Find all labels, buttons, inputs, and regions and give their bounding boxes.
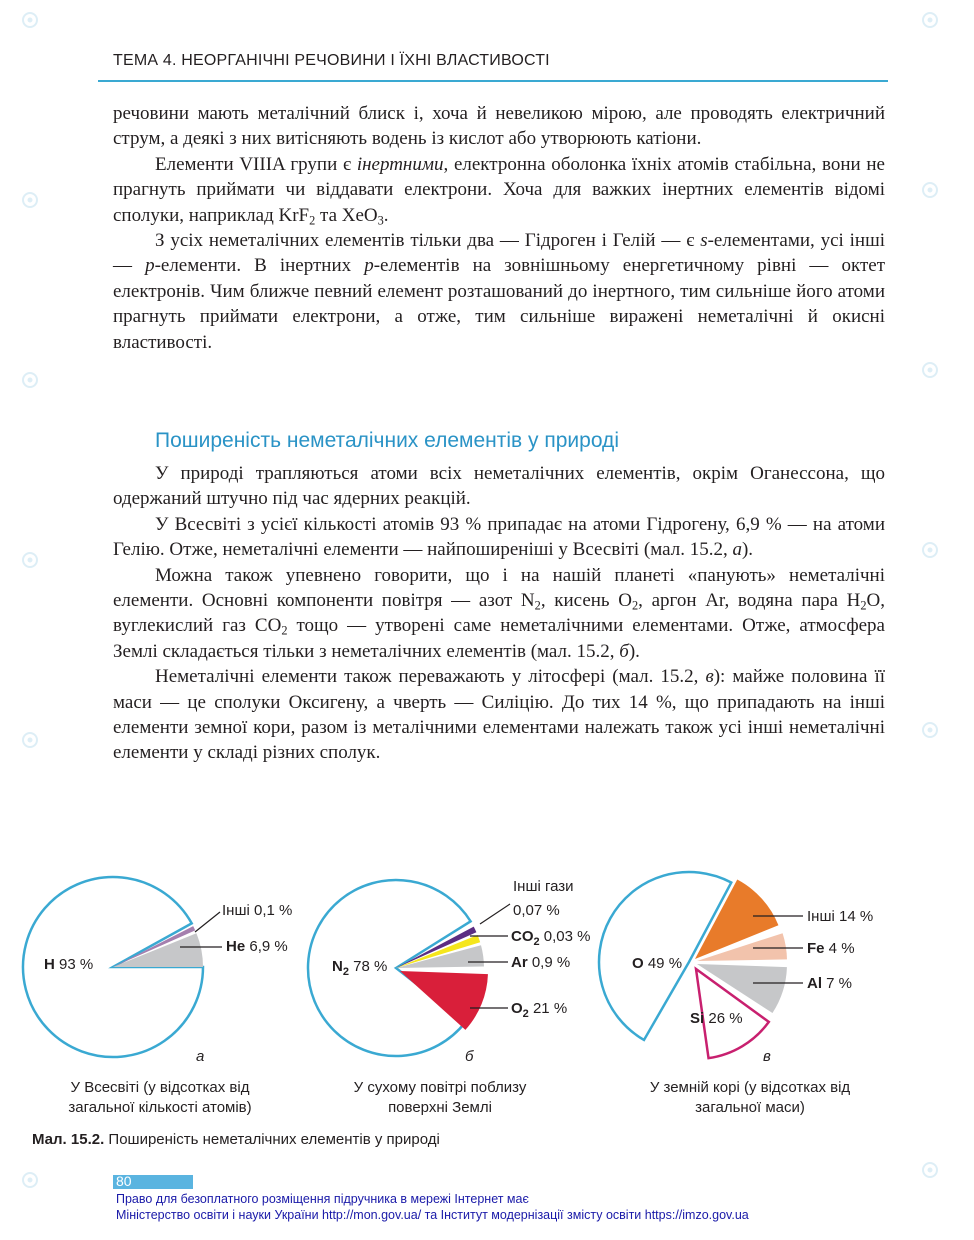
watermark-badge-icon xyxy=(23,1173,37,1187)
watermark-dot-icon xyxy=(28,558,33,563)
watermark-badge-icon xyxy=(23,553,37,567)
watermark-dot-icon xyxy=(928,368,933,373)
watermark-logo xyxy=(23,1173,37,1187)
text-run: Елементи VIIIA групи є xyxy=(155,153,357,175)
text-run: , електронна оболонка їхніх атомів стабільна, вони не прагнуть приймати чи віддавати електрони. Хоча для важких інертних елементів відомі сполуки, наприклад KrF xyxy=(113,153,885,226)
text-run: У Всесвіті з усієї кількості атомів 93 % припадає на атоми Гідрогену, 6,9 % — на атоми Гелію. Отже, неметалічні елементи — найпоширеніші у Всесвіті (мал. 15.2, xyxy=(113,513,885,561)
sublabel-c: в xyxy=(763,1048,771,1065)
watermark-logo xyxy=(23,373,37,387)
watermark-dot-icon xyxy=(28,1178,33,1183)
sublabel-a: а xyxy=(196,1048,205,1065)
subscript: 2 xyxy=(632,598,639,613)
subscript: 2 xyxy=(860,598,867,613)
watermark-logo xyxy=(923,723,937,737)
text-run: , кисень O xyxy=(540,590,632,612)
emphasis: б xyxy=(619,640,629,662)
paragraph-4: У природі трапляються атоми всіх неметалічних елементів, окрім Оганессона, що одержаний штучно під час ядерних реакцій. xyxy=(113,463,885,510)
emphasis: а xyxy=(732,539,742,561)
paragraph-3 xyxy=(113,228,885,355)
paragraph-5 xyxy=(113,512,885,563)
emphasis: p xyxy=(364,255,374,277)
caption-universe: У Всесвіті (у відсотках від загальної кількості атомів) xyxy=(68,1079,252,1116)
watermark-dot-icon xyxy=(928,728,933,733)
watermark-dot-icon xyxy=(928,1168,933,1173)
page-number: 80 xyxy=(116,1173,132,1189)
license-footer xyxy=(116,1191,749,1223)
emphasis: s xyxy=(700,230,708,252)
watermark-dot-icon xyxy=(28,378,33,383)
figure-charts xyxy=(0,860,974,1070)
text-run: та XeO xyxy=(315,204,378,226)
watermark-dot-icon xyxy=(28,18,33,23)
subscript: 2 xyxy=(281,624,288,639)
watermark-dot-icon xyxy=(928,18,933,23)
emphasis: інертними xyxy=(356,153,444,175)
label-h: H 93 % xyxy=(44,956,94,973)
paragraph-1: речовини мають металічний блиск і, хоча й невеликою мірою, але проводять електричний струм, а деякі з них витісняють водень із кислот або утворюють катіони. xyxy=(113,103,885,150)
text-run: З усіх неметалічних елементів тільки два — Гідроген і Гелій — є xyxy=(155,230,701,252)
text-run: -елементів на зовнішньому енергетичному рівні — октет електронів. Чим ближче певний елемент розташований до інертного, тим сильніше його атоми прагнуть приймати електрони, а отже, тим сильніше виражені неметалічні й окисні властивості. xyxy=(113,255,886,353)
label-si: Si 26 % xyxy=(690,1010,743,1027)
watermark-badge-icon xyxy=(23,733,37,747)
label-others: Інші 14 % xyxy=(807,908,874,925)
chapter-header: ТЕМА 4. НЕОРГАНІЧНІ РЕЧОВИНИ І ЇХНІ ВЛАСТИВОСТІ xyxy=(113,52,550,69)
text-run: O, вуглекислий газ CO xyxy=(113,590,885,637)
watermark-logo xyxy=(923,13,937,27)
emphasis: p xyxy=(145,255,155,277)
text-run: ). xyxy=(741,539,754,561)
caption-air: У сухому повітрі поблизу поверхні Землі xyxy=(353,1079,527,1116)
paragraph-6 xyxy=(113,563,885,665)
watermark-logo xyxy=(23,193,37,207)
watermark-badge-icon xyxy=(923,13,937,27)
pie-chart-air xyxy=(300,860,620,1070)
text-run: Можна також упевнено говорити, що і на нашій планеті «панують» неметалічні елементи. Основні компоненти повітря — азот N xyxy=(113,564,885,612)
body-text-top xyxy=(113,101,885,355)
watermark-dot-icon xyxy=(28,738,33,743)
label-o2: $O_2$ 21 % xyxy=(511,1000,568,1020)
text-run: -елементи. В інертних xyxy=(154,255,365,277)
subscript: 2 xyxy=(309,213,316,228)
figure-caption-text: Поширеність неметалічних елементів у природі xyxy=(108,1131,440,1148)
subscript: 3 xyxy=(377,213,384,228)
watermark-dot-icon xyxy=(28,198,33,203)
watermark-badge-icon xyxy=(23,13,37,27)
header-divider xyxy=(98,80,888,82)
text-run: Неметалічні елементи також переважають у літосфері (мал. 15.2, xyxy=(155,666,706,688)
watermark-logo xyxy=(23,733,37,747)
text-run: . xyxy=(383,204,389,226)
subscript: 2 xyxy=(534,598,541,613)
leader-other-gases xyxy=(480,904,510,924)
watermark-logo xyxy=(923,363,937,377)
paragraph-7 xyxy=(113,664,885,766)
label-co2: $CO_2$ 0,03 % xyxy=(511,928,591,948)
label-al: Al 7 % xyxy=(807,975,853,992)
watermark-badge-icon xyxy=(923,183,937,197)
label-other-gases-name: Інші гази xyxy=(513,878,574,895)
watermark-badge-icon xyxy=(23,193,37,207)
label-o: O 49 % xyxy=(632,955,683,972)
text-run: -елементами, усі інші — xyxy=(113,230,885,277)
watermark-badge-icon xyxy=(23,373,37,387)
watermark-dot-icon xyxy=(928,188,933,193)
figure-caption-label: Мал. 15.2. xyxy=(32,1131,105,1148)
pie-chart-crust xyxy=(590,860,910,1070)
text-run: ): майже половина її маси — це сполуки Оксигену, а чверть — Силіцію. До тих 14 %, що припадають на інші елементи земної кори, разом із металічними елементами належать також усі інші неметалічні елементи у складі різних сполук. xyxy=(113,666,886,764)
sublabel-b: б xyxy=(465,1048,474,1065)
text-run: тощо — утворені саме неметалічними елементами. Отже, атмосфера Землі складається тільки з неметалічних елементів (мал. 15.2, xyxy=(113,615,885,662)
label-n2: $N_2$ 78 % xyxy=(332,958,388,978)
text-run: ). xyxy=(628,640,640,662)
license-line-1: Право для безоплатного розміщення підручника в мережі Інтернет має xyxy=(116,1192,529,1206)
label-other-gases-value: 0,07 % xyxy=(513,902,560,919)
watermark-dot-icon xyxy=(928,548,933,553)
watermark-logo xyxy=(923,183,937,197)
label-fe: Fe 4 % xyxy=(807,940,855,957)
license-line-2: Міністерство освіти і науки України http://mon.gov.ua/ та Інститут модернізації змісту освіти https://imzo.gov.ua xyxy=(116,1208,749,1222)
watermark-badge-icon xyxy=(923,723,937,737)
label-ar: Ar 0,9 % xyxy=(511,954,571,971)
emphasis: в xyxy=(705,666,714,688)
watermark-logo xyxy=(923,1163,937,1177)
watermark-badge-icon xyxy=(923,363,937,377)
body-text-bottom xyxy=(113,461,885,766)
label-others: Інші 0,1 % xyxy=(222,902,293,919)
label-he: He 6,9 % xyxy=(226,938,288,955)
figure-caption xyxy=(32,1130,440,1150)
text-run: , аргон Ar, водяна пара H xyxy=(638,590,861,612)
watermark-logo xyxy=(923,543,937,557)
pie-chart-universe xyxy=(0,860,320,1070)
watermark-logo xyxy=(23,553,37,567)
section-heading: Поширеність неметалічних елементів у природі xyxy=(155,429,619,452)
watermark-badge-icon xyxy=(923,1163,937,1177)
leader-others xyxy=(195,912,220,932)
watermark-logo xyxy=(23,13,37,27)
caption-crust: У земній корі (у відсотках від загальної маси) xyxy=(649,1079,851,1116)
watermark-badge-icon xyxy=(923,543,937,557)
paragraph-2 xyxy=(113,152,885,228)
